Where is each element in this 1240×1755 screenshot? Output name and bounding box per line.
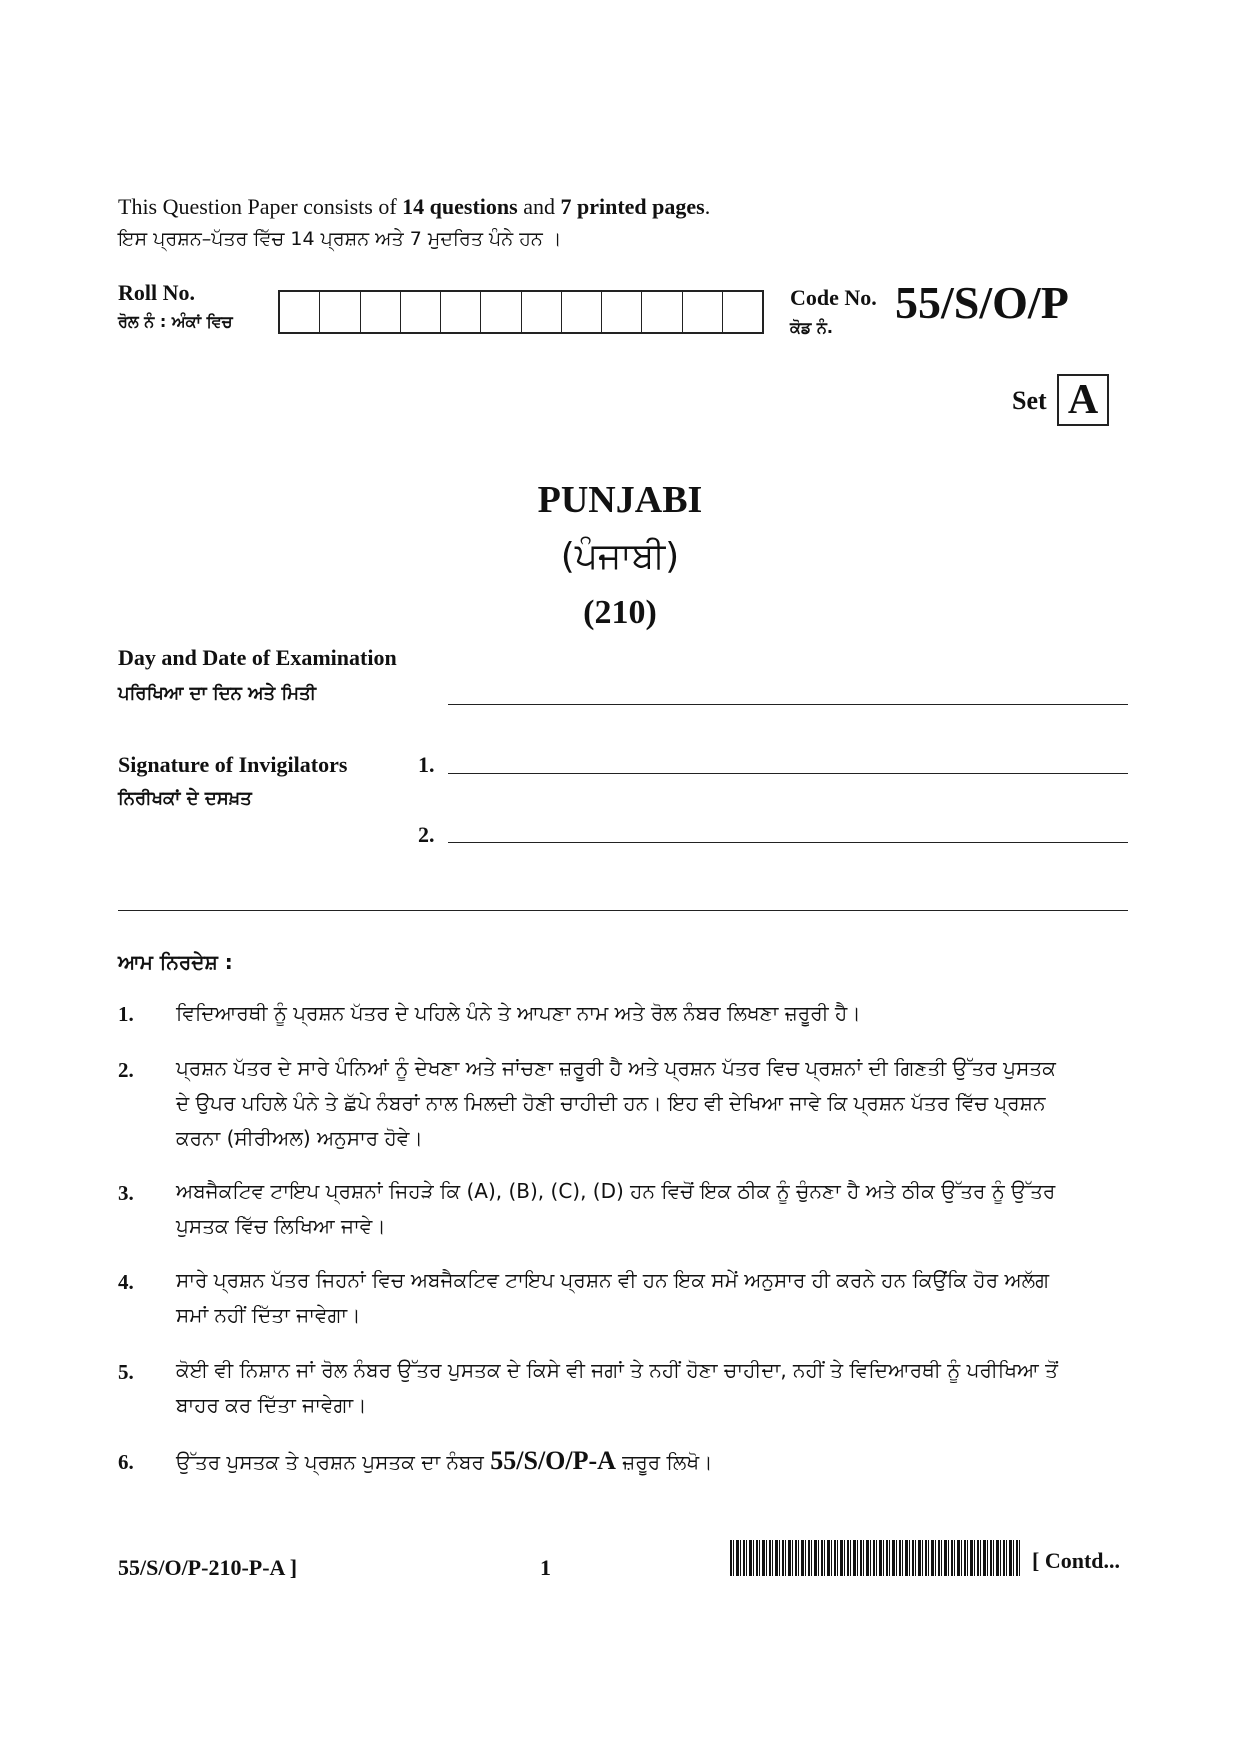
signature-1-label: 1. [418, 752, 435, 777]
roll-cell[interactable] [481, 292, 521, 332]
paper-info-pa: ਇਸ ਪ੍ਰਸ਼ਨ–ਪੱਤਰ ਵਿੱਚ 14 ਪ੍ਰਸ਼ਨ ਅਤੇ 7 ਮੁਦਰਿਤ ਪੰਨੇ ਹਨ । [118, 228, 562, 250]
set-label: Set [1012, 386, 1047, 415]
roll-label: Roll No. [118, 280, 195, 305]
instruction-text: ਉੱਤਰ ਪੁਸਤਕ ਤੇ ਪ੍ਰਸ਼ਨ ਪੁਸਤਕ ਦਾ ਨੰਬਰ 55/S/O/P-A ਜ਼ਰੂਰ ਲਿਖੋ। [176, 1446, 713, 1475]
date-line[interactable] [448, 704, 1128, 705]
instruction-text: ਪ੍ਰਸ਼ਨ ਪੱਤਰ ਦੇ ਸਾਰੇ ਪੰਨਿਆਂ ਨੂੰ ਦੇਖਣਾ ਅਤੇ ਜਾਂਚਣਾ ਜ਼ਰੂਰੀ ਹੈ ਅਤੇ ਪ੍ਰਸ਼ਨ ਪੱਤਰ ਵਿਚ ਪ੍ਰਸ਼ਨਾਂ ਦੀ ਗਿਣਤੀ ਉੱਤਰ ਪੁਸਤਕ ਦੇ ਉਪਰ ਪਹਿਲੇ ਪੰਨੇ ਤੇ ਛੱਪੇ ਨੰਬਰਾਂ ਨਾਲ ਮਿਲਦੀ ਹੋਣੀ ਚਾਹੀਦੀ ਹਨ। ਇਹ ਵੀ ਦੇਖਿਆ ਜਾਵੇ ਕਿ ਪ੍ਰਸ਼ਨ ਪੱਤਰ ਵਿੱਚ ਪ੍ਰਸ਼ਨ ਕਰਨਾ (ਸੀਰੀਅਲ) ਅਨੁਸਾਰ ਹੋਵੇ। [176, 1056, 1056, 1150]
date-label: Day and Date of Examination [118, 645, 397, 670]
roll-cell[interactable] [441, 292, 481, 332]
instruction-text: ਸਾਰੇ ਪ੍ਰਸ਼ਨ ਪੱਤਰ ਜਿਹਨਾਂ ਵਿਚ ਅਬਜੈਕਟਿਵ ਟਾਇਪ ਪ੍ਰਸ਼ਨ ਵੀ ਹਨ ਇਕ ਸਮੇਂ ਅਨੁਸਾਰ ਹੀ ਕਰਨੇ ਹਨ ਕਿਉਂਕਿ ਹੋਰ ਅਲੱਗ ਸਮਾਂ ਨਹੀਂ ਦਿੱਤਾ ਜਾਵੇਗਾ। [176, 1268, 1050, 1327]
instruction-text: ਕੋਈ ਵੀ ਨਿਸ਼ਾਨ ਜਾਂ ਰੋਲ ਨੰਬਰ ਉੱਤਰ ਪੁਸਤਕ ਦੇ ਕਿਸੇ ਵੀ ਜਗਾਂ ਤੇ ਨਹੀਂ ਹੋਣਾ ਚਾਹੀਦਾ, ਨਹੀਂ ਤੇ ਵਿਦਿਆਰਥੀ ਨੂੰ ਪਰੀਖਿਆ ਤੋਂ ਬਾਹਰ ਕਰ ਦਿੱਤਾ ਜਾਵੇਗਾ। [176, 1358, 1058, 1417]
code-label-pa: ਕੋਡ ਨੰ. [790, 318, 833, 337]
instruction-text: ਅਬਜੈਕਟਿਵ ਟਾਇਪ ਪ੍ਰਸ਼ਨਾਂ ਜਿਹੜੇ ਕਿ (A), (B), (C), (D) ਹਨ ਵਿਚੋਂ ਇਕ ਠੀਕ ਨੂੰ ਚੁੰਨਣਾ ਹੈ ਅਤੇ ਠੀਕ ਉੱਤਰ ਨੂੰ ਉੱਤਰ ਪੁਸਤਕ ਵਿੱਚ ਲਿਖਿਆ ਜਾਵੇ। [176, 1179, 1056, 1238]
subject-code: (210) [583, 594, 657, 631]
instruction-number: 2. [118, 1058, 134, 1082]
instruction-number: 6. [118, 1450, 134, 1474]
signature-label-pa: ਨਿਰੀਖਕਾਂ ਦੇ ਦਸਖ਼ਤ [118, 788, 252, 809]
roll-cell[interactable] [361, 292, 401, 332]
page-number: 1 [540, 1555, 551, 1580]
set-box: A [1057, 374, 1109, 426]
signature-2-label: 2. [418, 822, 435, 847]
code-label: Code No. [790, 285, 877, 310]
roll-number-boxes[interactable] [278, 290, 764, 334]
instruction-number: 5. [118, 1360, 134, 1384]
signature-1-line[interactable] [448, 773, 1128, 774]
roll-cell[interactable] [401, 292, 441, 332]
roll-cell[interactable] [562, 292, 602, 332]
roll-cell[interactable] [602, 292, 642, 332]
subject-title: PUNJABI [537, 479, 703, 521]
paper-info-en: This Question Paper consists of 14 questions and 7 printed pages. [118, 194, 711, 219]
subject-title-pa: (ਪੰਜਾਬੀ) [560, 536, 680, 577]
instructions-heading: ਆਮ ਨਿਰਦੇਸ਼ : [118, 950, 233, 974]
roll-cell[interactable] [723, 292, 762, 332]
barcode [730, 1540, 1020, 1576]
code-value: 55/S/O/P [895, 277, 1069, 328]
instruction-number: 1. [118, 1002, 134, 1026]
roll-cell[interactable] [683, 292, 723, 332]
roll-cell[interactable] [280, 292, 320, 332]
signature-2-line[interactable] [448, 842, 1128, 843]
date-label-pa: ਪਰਿਖਿਆ ਦਾ ਦਿਨ ਅਤੇ ਮਿਤੀ [118, 683, 317, 704]
signature-label: Signature of Invigilators [118, 752, 348, 777]
roll-cell[interactable] [522, 292, 562, 332]
footer-code: 55/S/O/P-210-P-A ] [118, 1555, 298, 1580]
contd-label: [ Contd... [1032, 1548, 1121, 1573]
instruction-number: 4. [118, 1270, 134, 1294]
roll-label-pa: ਰੋਲ ਨੰ : ਅੰਕਾਂ ਵਿਚ [118, 312, 233, 331]
section-divider [118, 910, 1128, 911]
roll-cell[interactable] [320, 292, 360, 332]
instruction-number: 3. [118, 1181, 134, 1205]
instruction-text: ਵਿਦਿਆਰਥੀ ਨੂੰ ਪ੍ਰਸ਼ਨ ਪੱਤਰ ਦੇ ਪਹਿਲੇ ਪੰਨੇ ਤੇ ਆਪਣਾ ਨਾਮ ਅਤੇ ਰੋਲ ਨੰਬਰ ਲਿਖਣਾ ਜ਼ਰੂਰੀ ਹੈ। [176, 1001, 861, 1025]
roll-cell[interactable] [642, 292, 682, 332]
